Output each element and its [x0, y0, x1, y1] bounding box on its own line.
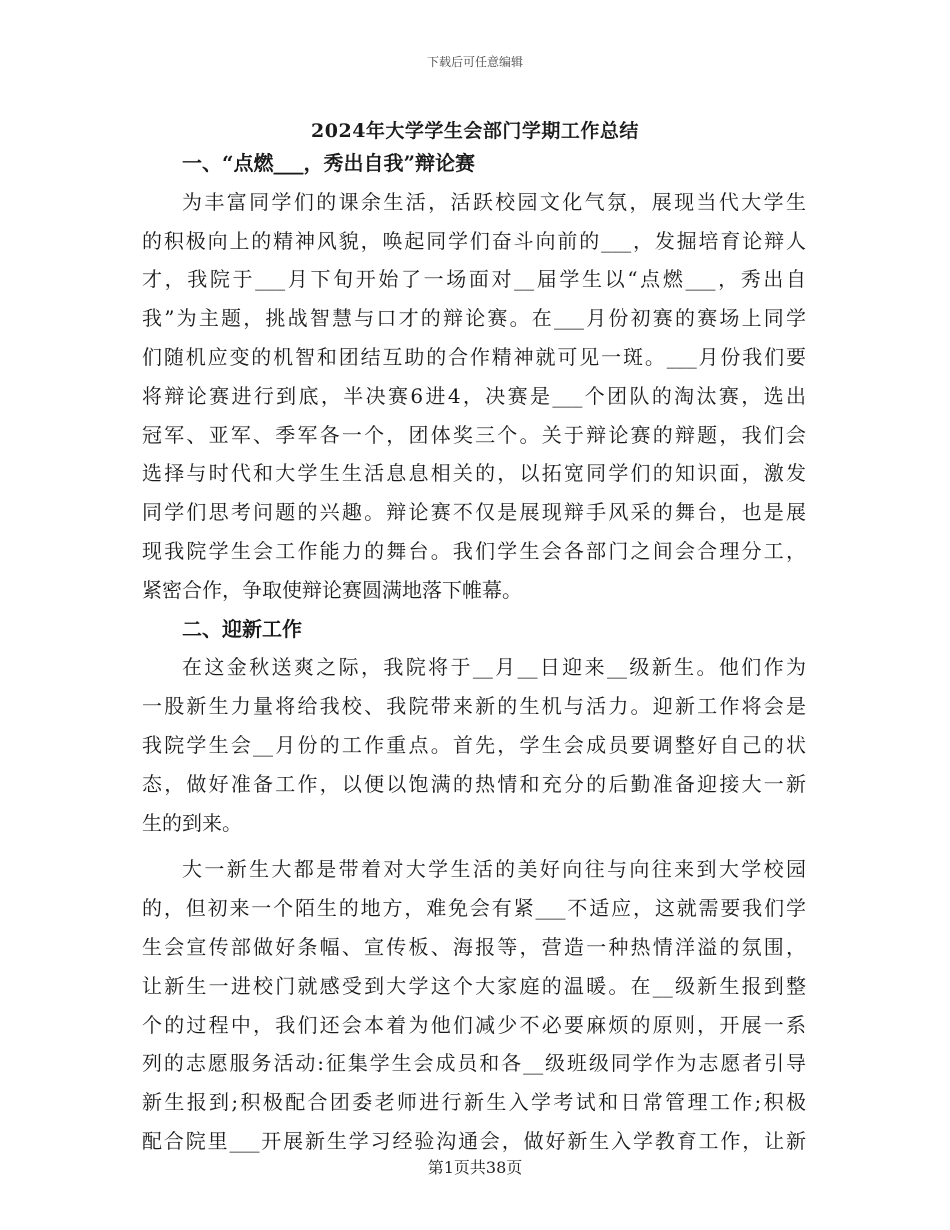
page-number: 第1页共38页 [427, 1158, 523, 1177]
text-line: 才，我院于___月下旬开始了一场面对__届学生以“点燃___，秀出自 [142, 267, 806, 292]
text-line: 列的志愿服务活动:征集学生会成员和各__级班级同学作为志愿者引导 [142, 1051, 806, 1076]
text-line: 为丰富同学们的课余生活，活跃校园文化气氛，展现当代大学生 [182, 189, 806, 214]
text-line: 我”为主题，挑战智慧与口才的辩论赛。在___月份初赛的赛场上同学 [142, 306, 806, 331]
document-title: 2024年大学学生会部门学期工作总结 [311, 120, 639, 142]
section-heading: 二、迎新工作 [182, 616, 302, 641]
text-line: 新生报到;积极配合团委老师进行新生入学考试和日常管理工作;积极 [142, 1090, 806, 1115]
paragraph [142, 183, 806, 610]
text-line: 一股新生力量将给我校、我院带来新的生机与活力。迎新工作将会是 [142, 694, 806, 719]
page-header-note: 下载后可任意编辑 [426, 55, 523, 69]
text-line: 紧密合作，争取使辩论赛圆满地落下帷幕。 [142, 577, 522, 602]
text-line: 的积极向上的精神风貌，唤起同学们奋斗向前的___，发掘培育论辩人 [142, 228, 806, 253]
text-line: 将辩论赛进行到底，半决赛6进4，决赛是___个团队的淘汰赛，选出 [142, 383, 806, 408]
document-body [142, 144, 806, 1161]
paragraph-gap [142, 842, 806, 850]
text-line: 态，做好准备工作，以便以饱满的热情和充分的后勤准备迎接大一新 [142, 771, 806, 796]
text-line: 在这金秋送爽之际，我院将于__月__日迎来__级新生。他们作为 [182, 655, 806, 680]
text-line: 冠军、亚军、季军各一个，团体奖三个。关于辩论赛的辩题，我们会 [142, 422, 806, 447]
text-line: 的，但初来一个陌生的地方，难免会有紧___不适应，这就需要我们学 [142, 896, 806, 921]
text-line: 让新生一进校门就感受到大学这个大家庭的温暖。在__级新生报到整 [142, 973, 806, 998]
text-line: 配合院里___开展新生学习经验沟通会，做好新生入学教育工作，让新 [142, 1128, 806, 1153]
text-line: 个的过程中，我们还会本着为他们减少不必要麻烦的原则，开展一系 [142, 1012, 806, 1037]
section-heading: 一、“点燃___，秀出自我”辩论赛 [182, 151, 476, 175]
text-line: 选择与时代和大学生生活息息相关的，以拓宽同学们的知识面，激发 [142, 461, 806, 486]
text-line: 们随机应变的机智和团结互助的合作精神就可见一斑。___月份我们要 [142, 344, 806, 369]
paragraph [142, 648, 806, 842]
text-line: 我院学生会__月份的工作重点。首先，学生会成员要调整好自己的状 [142, 732, 806, 757]
text-line: 现我院学生会工作能力的舞台。我们学生会各部门之间会合理分工， [142, 538, 806, 563]
text-line: 生会宣传部做好条幅、宣传板、海报等，营造一种热情洋溢的氛围， [142, 934, 806, 959]
text-line: 生的到来。 [142, 810, 242, 835]
text-line: 大一新生大都是带着对大学生活的美好向往与向往来到大学校园 [182, 857, 806, 882]
paragraph [142, 850, 806, 1160]
text-line: 同学们思考问题的兴趣。辩论赛不仅是展现辩手风采的舞台，也是展 [142, 500, 806, 525]
